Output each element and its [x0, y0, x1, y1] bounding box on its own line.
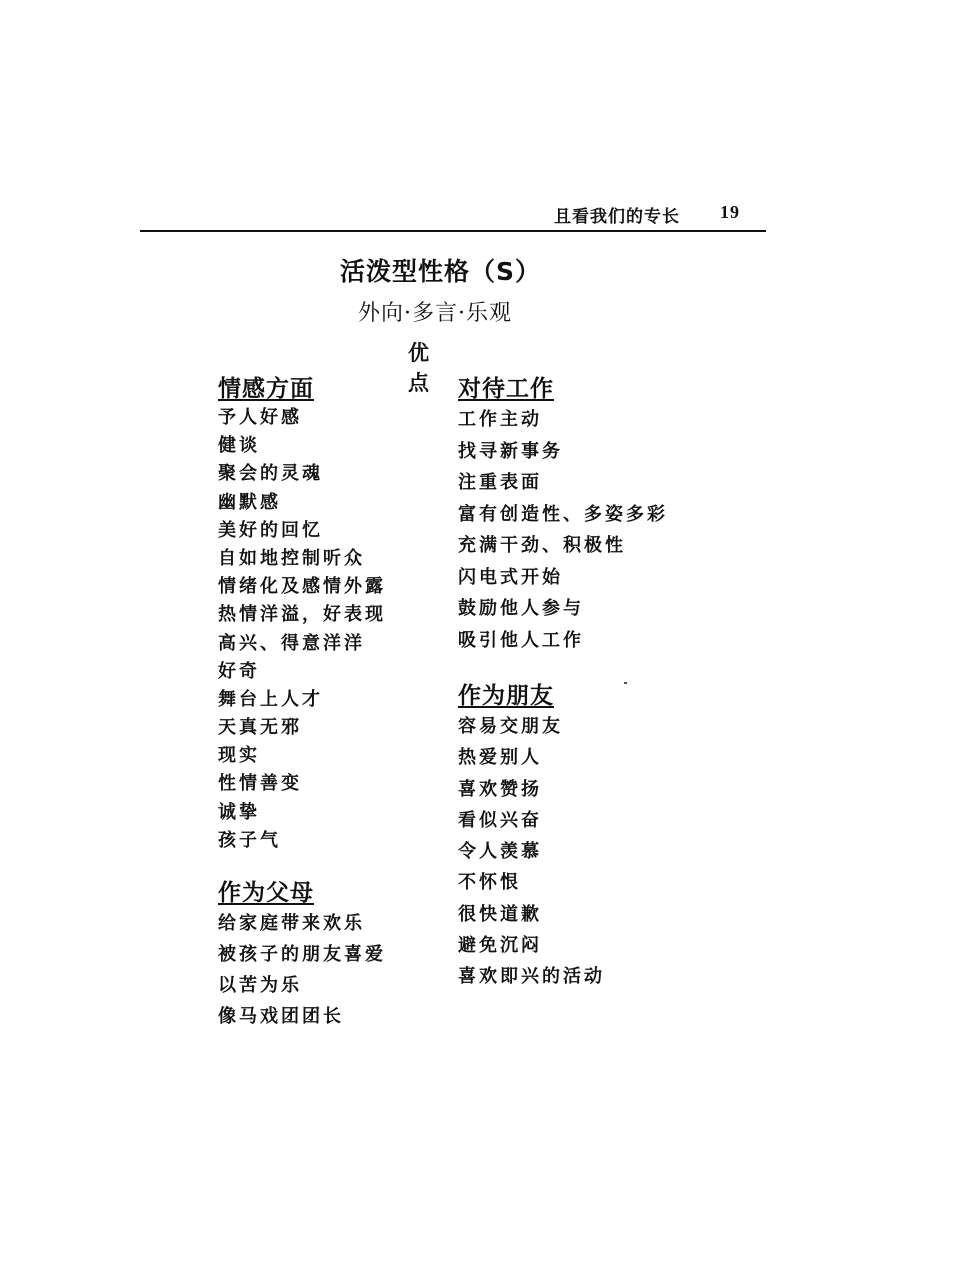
list-item: 健谈 [218, 435, 260, 457]
section-label-strengths: 优点 [408, 341, 479, 395]
header-rule [140, 230, 766, 232]
group-list-friend [458, 711, 718, 993]
list-item: 吸引他人工作 [458, 629, 584, 651]
group-parent [218, 878, 478, 1032]
list-item: 现实 [218, 745, 260, 767]
group-list-work [458, 404, 758, 656]
list-item: 孩子气 [218, 829, 281, 851]
list-item: 避免沉闷 [458, 935, 542, 957]
list-item: 舞台上人才 [218, 688, 323, 710]
list-item: 找寻新事务 [458, 440, 563, 462]
list-item: 被孩子的朋友喜爱 [218, 944, 386, 965]
list-item: 不怀恨 [458, 872, 521, 894]
list-item: 自如地控制听众 [218, 547, 365, 569]
group-list-emotion [218, 404, 478, 855]
group-heading-parent: 作为父母 [218, 880, 314, 906]
list-item: 容易交朋友 [458, 716, 563, 737]
list-item: 给家庭带来欢乐 [218, 913, 365, 934]
list-item: 热情洋溢，好表现 [218, 604, 386, 626]
page-subtitle: 外向·多言·乐观 [358, 301, 512, 326]
list-item: 予人好感 [218, 407, 302, 428]
list-item: 诚挚 [218, 801, 260, 823]
list-item: 像马戏团团长 [218, 1006, 344, 1027]
list-item: 充满干劲、积极性 [458, 535, 626, 556]
list-item: 富有创造性、多姿多彩 [458, 503, 668, 525]
list-item: 幽默感 [218, 491, 281, 513]
list-item: 高兴、得意洋洋 [218, 632, 365, 654]
list-item: 天真无邪 [218, 717, 302, 739]
list-item: 令人羡慕 [458, 841, 542, 863]
list-item: 工作主动 [458, 409, 542, 430]
list-item: 喜欢赞扬 [458, 778, 542, 800]
page-title: 活泼型性格（S） [340, 257, 542, 286]
group-emotion [218, 374, 478, 855]
list-item: 情绪化及感情外露 [218, 576, 386, 598]
group-work [458, 374, 758, 656]
list-item: 聚会的灵魂 [218, 463, 323, 485]
group-heading-friend: 作为朋友 [458, 683, 554, 709]
running-header-title: 且看我们的专长 [554, 207, 680, 227]
list-item: 鼓励他人参与 [458, 598, 584, 619]
list-item: 性情善变 [218, 773, 302, 795]
running-header [540, 200, 750, 226]
list-item: 注重表面 [458, 472, 542, 493]
list-item: 热爱别人 [458, 747, 542, 769]
page-number: 19 [720, 202, 740, 222]
list-item: 美好的回忆 [218, 519, 323, 541]
group-friend [458, 681, 718, 993]
group-heading-emotion: 情感方面 [218, 376, 314, 402]
list-item: 好奇 [218, 660, 260, 682]
list-item: 以苦为乐 [218, 975, 302, 996]
group-heading-work: 对待工作 [458, 376, 554, 402]
list-item: 很快道歉 [458, 903, 542, 925]
scan-speck [624, 682, 627, 684]
list-item: 闪电式开始 [458, 566, 563, 588]
list-item: 喜欢即兴的活动 [458, 966, 605, 988]
list-item: 看似兴奋 [458, 809, 542, 831]
group-list-parent [218, 908, 478, 1032]
